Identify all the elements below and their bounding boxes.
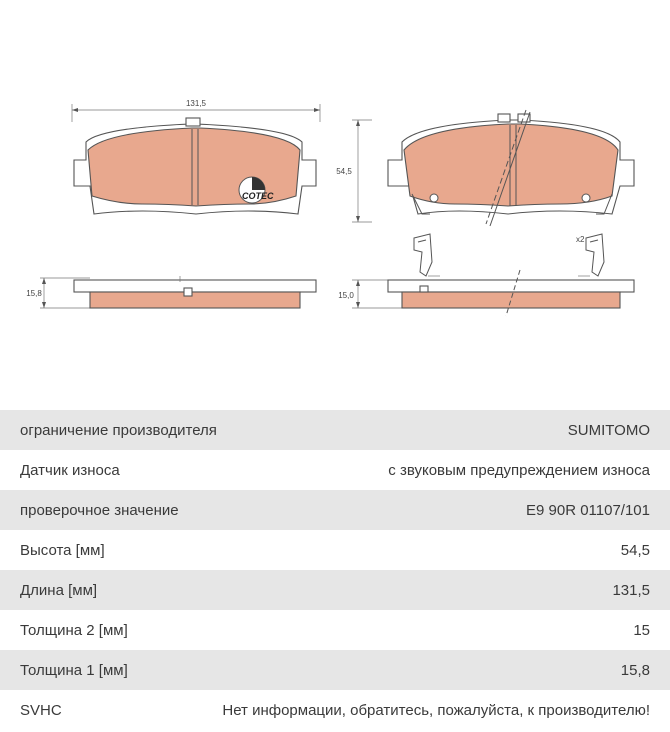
spring-clips: [414, 234, 604, 276]
right-pad-front-view: [336, 110, 634, 226]
spec-value: Нет информации, обратитесь, пожалуйста, к производителю!: [222, 701, 650, 719]
spec-label: Толщина 2 [мм]: [20, 621, 128, 639]
spec-label: проверочное значение: [20, 501, 179, 519]
thickness-left-dimension: 15,8: [26, 289, 42, 298]
spec-value: с звуковым предупреждением износа: [388, 461, 650, 479]
height-dimension: 54,5: [336, 167, 352, 176]
spec-label: SVHC: [20, 701, 62, 719]
spec-table: [0, 410, 670, 730]
spec-row: [0, 570, 670, 610]
spec-value: 131,5: [612, 581, 650, 599]
spec-value: 15,8: [620, 661, 650, 679]
spec-row: [0, 410, 670, 450]
spec-value: 15: [633, 621, 650, 639]
spec-row: [0, 490, 670, 530]
spec-label: Высота [мм]: [20, 541, 105, 559]
spec-label: ограничение производителя: [20, 421, 217, 439]
left-pad-front-view: [72, 99, 320, 214]
spec-label: Толщина 1 [мм]: [20, 661, 128, 679]
spec-label: Длина [мм]: [20, 581, 98, 599]
spec-row: [0, 690, 670, 730]
spec-value: E9 90R 01107/101: [526, 501, 650, 519]
spec-row: [0, 450, 670, 490]
left-pad-side-view: [26, 276, 316, 308]
spec-row: [0, 530, 670, 570]
thickness-right-dimension: 15,0: [338, 291, 354, 300]
length-dimension: 131,5: [185, 99, 207, 108]
spec-row: [0, 610, 670, 650]
spec-value: SUMITOMO: [567, 421, 650, 439]
cotec-logo: COTEC: [242, 191, 274, 201]
clip-quantity: x2: [576, 235, 585, 244]
spec-value: 54,5: [620, 541, 650, 559]
right-pad-side-view: [338, 270, 634, 316]
spec-label: Датчик износа: [20, 461, 120, 479]
spec-row: [0, 650, 670, 690]
